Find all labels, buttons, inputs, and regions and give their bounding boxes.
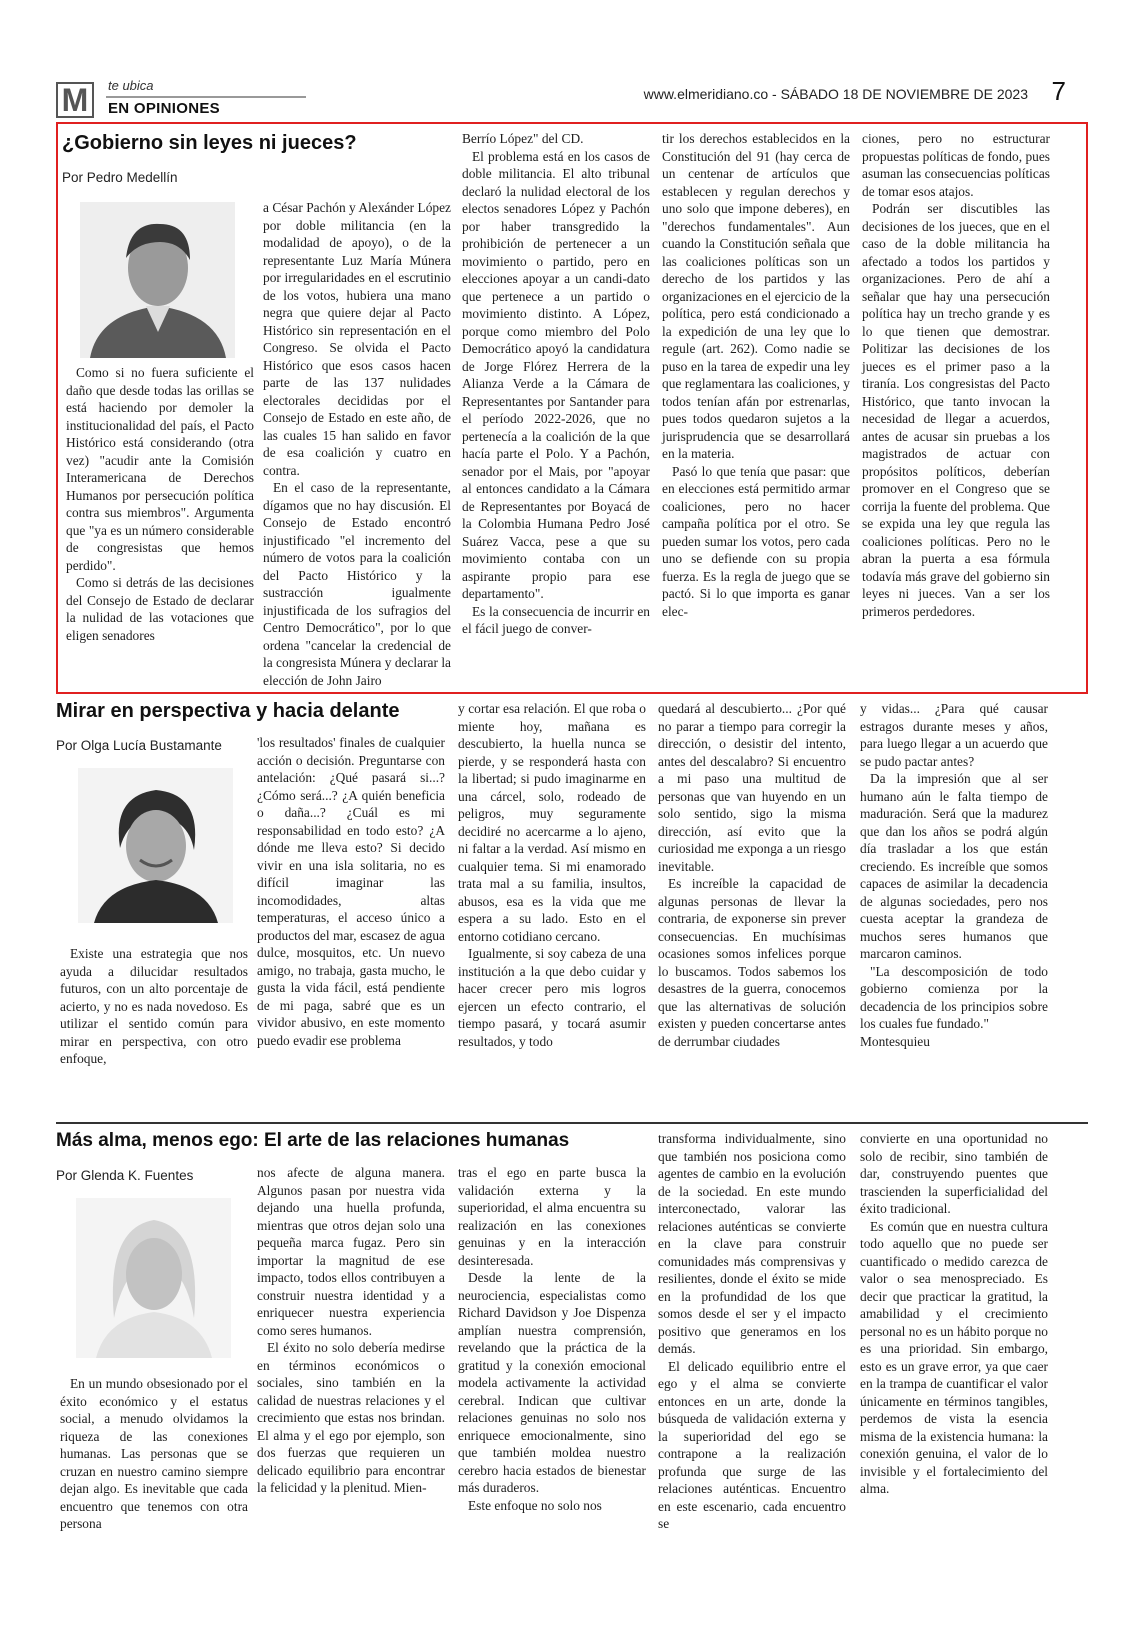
dateline: www.elmeridiano.co - SÁBADO 18 DE NOVIEMBRE DE 2023 bbox=[643, 86, 1028, 102]
paragraph: Podrán ser discutibles las decisiones de los jueces, que en el caso de la doble militancia ha afectado a todos los partidos y organizaciones. Pero de ahí a señalar que hay una persecución política hay un trecho grande y es lo que tienen que demostrar. Politizar las decisiones de los jueces es el primer paso a la tiranía. Los congresistas del Pacto Histórico, que tanto invocan la necesidad de llegar a acuerdos, antes de acusar sin pruebas a los magistrados de actuar con propósitos políticos, deberían promover en el Congreso que se corrija la fuente del problema. Que se expida una ley que regula las coaliciones políticas. Pero no le abran la puerta a esa fórmula todavía más grave del gobierno sin leyes ni jueces. Van a ser los primeros perdedores. bbox=[862, 201, 1050, 619]
article-column bbox=[862, 130, 1050, 620]
article-column bbox=[257, 1164, 445, 1497]
article-column bbox=[860, 1130, 1048, 1498]
paragraph: Es la consecuencia de incurrir en el fácil juego de conver- bbox=[462, 603, 650, 636]
article-byline: Por Pedro Medellín bbox=[62, 170, 178, 185]
paragraph: Berrío López" del CD. bbox=[462, 131, 584, 146]
newspaper-logo-icon: M bbox=[56, 82, 94, 118]
paragraph: Como si detrás de las decisiones del Consejo de Estado de declarar la nulidad de las votaciones que eligen senadores bbox=[66, 575, 254, 643]
paragraph: tir los derechos establecidos en la Constitución del 91 (hay cerca de un centenar de artículos que establecen y regulan derechos y uno solo que impone deberes), en "derechos fundamentales". Aun cuando la Constitución señala que las coaliciones políticas son un derecho de los partidos y las organizaciones en el ejercicio de la política, pero está condicionado a la expedición de una ley que lo regule (art. 262). Como nadie se puso en la tarea de expedir una ley que reglamentara las coaliciones, y todos tenían afán por estrenarlas, pues todos quedaron sujetos a la jurisprudencia que se desarrollará en la materia. bbox=[662, 131, 850, 461]
article-title: Más alma, menos ego: El arte de las relaciones humanas bbox=[56, 1130, 570, 1151]
article-byline: Por Glenda K. Fuentes bbox=[56, 1168, 194, 1183]
tagline-underline bbox=[106, 96, 306, 98]
article-column bbox=[458, 700, 646, 1050]
article-column bbox=[263, 199, 451, 689]
article-mirar-en-perspectiva bbox=[56, 700, 1088, 1120]
paragraph: y cortar esa relación. El que roba o miente hoy, mañana es descubierto, la huella nunca se pierde, y se responderá hasta con la libertad; si pudo imaginarme en una cárcel, solo, rodeado de peligros, muy seguramente decidiré no acercarme a lo ajeno, ni faltar a la verdad. Así mismo en cualquier tema. Si mi enamorado trata mal a su familia, insultos, abusos, esa es la vida que me espera a su lado. Esto en el entorno cotidiano cercano. bbox=[458, 701, 646, 944]
paragraph: transforma individualmente, sino que también nos posiciona como agentes de cambio en la evolución de la sociedad. En este mundo interconectado, valorar las relaciones auténticas se convierte en la clave para construir comunidades más comprensivas y resilientes, donde el éxito se mide en la profundidad de los que somos desde el ser y el impacto positivo que generamos en los demás. bbox=[658, 1131, 846, 1356]
paragraph: Igualmente, si soy cabeza de una institución a la que debo cuidar y hacer crecer pero mis logros ejercen un efecto contrario, el tiempo pasará, y tocará asumir resultados, y todo bbox=[458, 946, 646, 1049]
article-separator bbox=[56, 1122, 1088, 1124]
page-number: 7 bbox=[1051, 76, 1066, 106]
tagline: te ubica bbox=[108, 78, 154, 93]
paragraph: El delicado equilibrio entre el ego y el alma se convierte entonces en un arte, donde la búsqueda de validación externa y la superioridad del ego se contrapone a la realización profunda que surge de las relaciones auténticas. Encuentro en este escenario, cada encuentro se bbox=[658, 1358, 846, 1531]
paragraph: Este enfoque no solo nos bbox=[468, 1497, 602, 1513]
section-title: EN OPINIONES bbox=[108, 100, 220, 117]
article-byline: Por Olga Lucía Bustamante bbox=[56, 738, 222, 753]
quote: "La descomposición de todo gobierno comienza por la decadencia de los principios sobre los cuales fue fundado." bbox=[860, 963, 1048, 1031]
article-title: Mirar en perspectiva y hacia delante bbox=[56, 700, 400, 722]
article-column bbox=[860, 700, 1048, 1050]
article-column bbox=[257, 734, 445, 1049]
paragraph: y vidas... ¿Para qué causar estragos durante meses y años, para luego llegar a un acuerdo que se pudo pactar antes? bbox=[860, 701, 1048, 769]
paragraph: En el caso de la representante, dígamos que no hay discusión. El Consejo de Estado encontró injustificado "el incremento del número de votos para la coalición del Pacto Histórico y la sustracción igualmente injustificada de los sufragios del Centro Democrático", por lo que ordena "cancelar la credencial de la congresista Múnera y declarar la elección de John Jairo bbox=[263, 480, 451, 688]
paragraph: El éxito no solo debería medirse en términos económicos o sociales, sino también en la calidad de nuestras relaciones y el crecimiento que estas nos brindan. El alma y el ego por ejemplo, son dos fuerzas que requieren un delicado equilibrio para encontrar la felicidad y la plenitud. Mien- bbox=[257, 1340, 445, 1495]
paragraph: Es increíble la capacidad de algunas personas de llevar la contraria, de exponerse sin prever consecuencias. En muchísimas ocasiones somos infelices porque lo buscamos. Todos sabemos los desastres de la guerra, conocemos que las alternativas de solución existen y pueden concertarse antes de derrumbar ciudades bbox=[658, 876, 846, 1049]
article-column bbox=[60, 945, 248, 1068]
paragraph: quedará al descubierto... ¿Por qué no parar a tiempo para corregir la dirección, o desistir del intento, antes del descalabro? Si encuentro a mi paso una multitud de personas que van huyendo en un solo sentido, sigo la misma dirección, así evito que la curiosidad me exponga a un riesgo inevitable. bbox=[658, 701, 846, 874]
article-column bbox=[462, 130, 650, 638]
article-column bbox=[662, 130, 850, 620]
article-title: ¿Gobierno sin leyes ni jueces? bbox=[62, 132, 357, 154]
author-portrait-icon bbox=[80, 202, 235, 358]
paragraph: tras el ego en parte busca la validación externa y la superioridad, el alma encuentra su realización en las conexiones genuinas y en la interacción desinteresada. bbox=[458, 1165, 646, 1268]
paragraph: convierte en una oportunidad no solo de recibir, sino también de dar, construyendo puentes que trascienden la superficialidad del éxito tradicional. bbox=[860, 1131, 1048, 1216]
paragraph: a César Pachón y Alexánder López por doble militancia (en la modalidad de apoyo), o de la representante Luz María Múnera por irregularidades en el escrutinio de los votos, hubiera una mano negra que quiere dejar al Pacto Histórico sin representación en el Congreso. Se olvida el Pacto Histórico que esos casos hacen parte de las 137 nulidades electorales decididas por el Consejo de Estado en este año, de las cuales 15 han salido en favor de esa coalición y cuatro en contra. bbox=[263, 200, 451, 478]
article-column bbox=[60, 1375, 248, 1533]
paragraph: El problema está en los casos de doble militancia. El alto tribunal declaró la nulidad electoral de los electos senadores López y Pachón por haber transgredido la prohibición de pertenecer a un movimiento o partido, pero en elecciones apoyar a un candi-dato que pertenece a un partido o movimiento distinto. A López, porque como miembro del Polo Democrático apoyó la candidatura de Jorge Flórez Herrera de la Alianza Verde a la Cámara de Representantes por Santander para el período 2022-2026, que no pertenecía a la coalición de la que hacía parte el Polo. Y a Pachón, senador por el Mais, por "apoyar al entonces candidato a la Cámara de Representantes por Boyacá de la Colombia Humana Pedro José Suárez Vacca, pese a que su movimiento contaba con un aspirante propio para ese departamento". bbox=[462, 148, 650, 601]
article-mas-alma-menos-ego bbox=[56, 1130, 1088, 1570]
article-gobierno-sin-leyes bbox=[56, 122, 1088, 694]
quote-author: Montesquieu bbox=[860, 1033, 930, 1049]
article-column bbox=[658, 1130, 846, 1533]
paragraph: Pasó lo que tenía que pasar: que en elecciones está permitido armar coaliciones, pero no hacer campaña política por el otro. Se pueden sumar los votos, pero cada uno se defiende con su propia fuerza. Es la regla de juego que se pactó. Si lo que importa es ganar elec- bbox=[662, 463, 850, 619]
paragraph: 'los resultados' finales de cualquier acción o decisión. Preguntarse con antelación: ¿Qué pasará si...? ¿Cómo será...? ¿A quién beneficia o daña...? ¿Cuál es mi responsabilidad en todo esto? ¿A dónde me lleva esto? Si decido vivir en una isla solitaria, no es difícil imaginar las incomodidades, altas temperaturas, el acceso único a productos del mar, escasez de agua dulce, mosquitos, etc. Un nuevo amigo, no trabaja, gasta mucho, le gusta la vida fácil, está pendiente de mi paga, sabré que es un vividor abusivo, en este momento puedo evadir ese problema bbox=[257, 735, 445, 1048]
paragraph: nos afecte de alguna manera. Algunos pasan por nuestra vida dejando una huella profunda, mientras que otros dejan solo una pequeña marca fugaz. Pero sin importar la magnitud de ese impacto, todos ellos contribuyen a construir nuestra identidad y a enriquecer nuestra experiencia como seres humanos. bbox=[257, 1165, 445, 1338]
article-column bbox=[458, 1164, 646, 1514]
paragraph: Es común que en nuestra cultura todo aquello que no puede ser cuantificado o medido carezca de valor o sea menospreciado. Es decir que practicar la gratitud, la amabilidad y el crecimiento personal no es un hábito porque no es una prioridad. Sin embargo, esto es un grave error, ya que caer en la trampa de cuantificar el valor únicamente en términos tangibles, perdemos de vista la esencia misma de la existencia humana: la conexión genuina, el valor de lo invisible y el fortalecimiento del alma. bbox=[860, 1218, 1048, 1496]
paragraph: En un mundo obsesionado por el éxito económico y el estatus social, a menudo olvidamos la riqueza de las conexiones humanas. Las personas que se cruzan en nuestro camino siempre dejan algo. Es inevitable que cada encuentro que tenemos con otra persona bbox=[60, 1376, 248, 1531]
article-column bbox=[658, 700, 846, 1050]
paragraph: Como si no fuera suficiente el daño que desde todas las orillas se está haciendo por demoler la institucionalidad del país, el Pacto Histórico está considerando (otra vez) "acudir ante la Comisión Interamericana de Derechos Humanos por persecución política contra sus miembros". Argumenta que "ya es un número considerable de congresistas que hemos perdido". bbox=[66, 365, 254, 573]
paragraph: Desde la lente de la neurociencia, especialistas como Richard Davidson y Joe Dispenza amplían nuestra comprensión, revelando que la práctica de la gratitud y la conexión emocional modela activamente la actividad cerebral. Indican que cultivar relaciones genuinas no solo nos enriquece emocionalmente, sino que también moldea nuestro cerebro hacia estados de bienestar más duraderos. bbox=[458, 1270, 646, 1495]
author-portrait-icon bbox=[78, 768, 233, 923]
article-column bbox=[66, 364, 254, 644]
author-portrait-icon bbox=[76, 1198, 231, 1358]
paragraph: ciones, pero no estructurar propuestas políticas de fondo, pues asuman las consecuencias políticas de tomar esos atajos. bbox=[862, 131, 1050, 199]
paragraph: Da la impresión que al ser humano aún le falta tiempo de maduración. Será que la madurez que dan los años se podrá algún día trasladar a los que están creciendo. Es increíble que somos capaces de asimilar la decadencia de algunas sociedades, pero nos cuesta aceptar la grandeza de muchos seres humanos que marcaron caminos. bbox=[860, 771, 1048, 961]
paragraph: Existe una estrategia que nos ayuda a dilucidar resultados futuros, con un alto porcentaje de acierto, y no es nada novedoso. Es utilizar el sentido común para mirar en perspectiva, con otro enfoque, bbox=[60, 946, 248, 1066]
